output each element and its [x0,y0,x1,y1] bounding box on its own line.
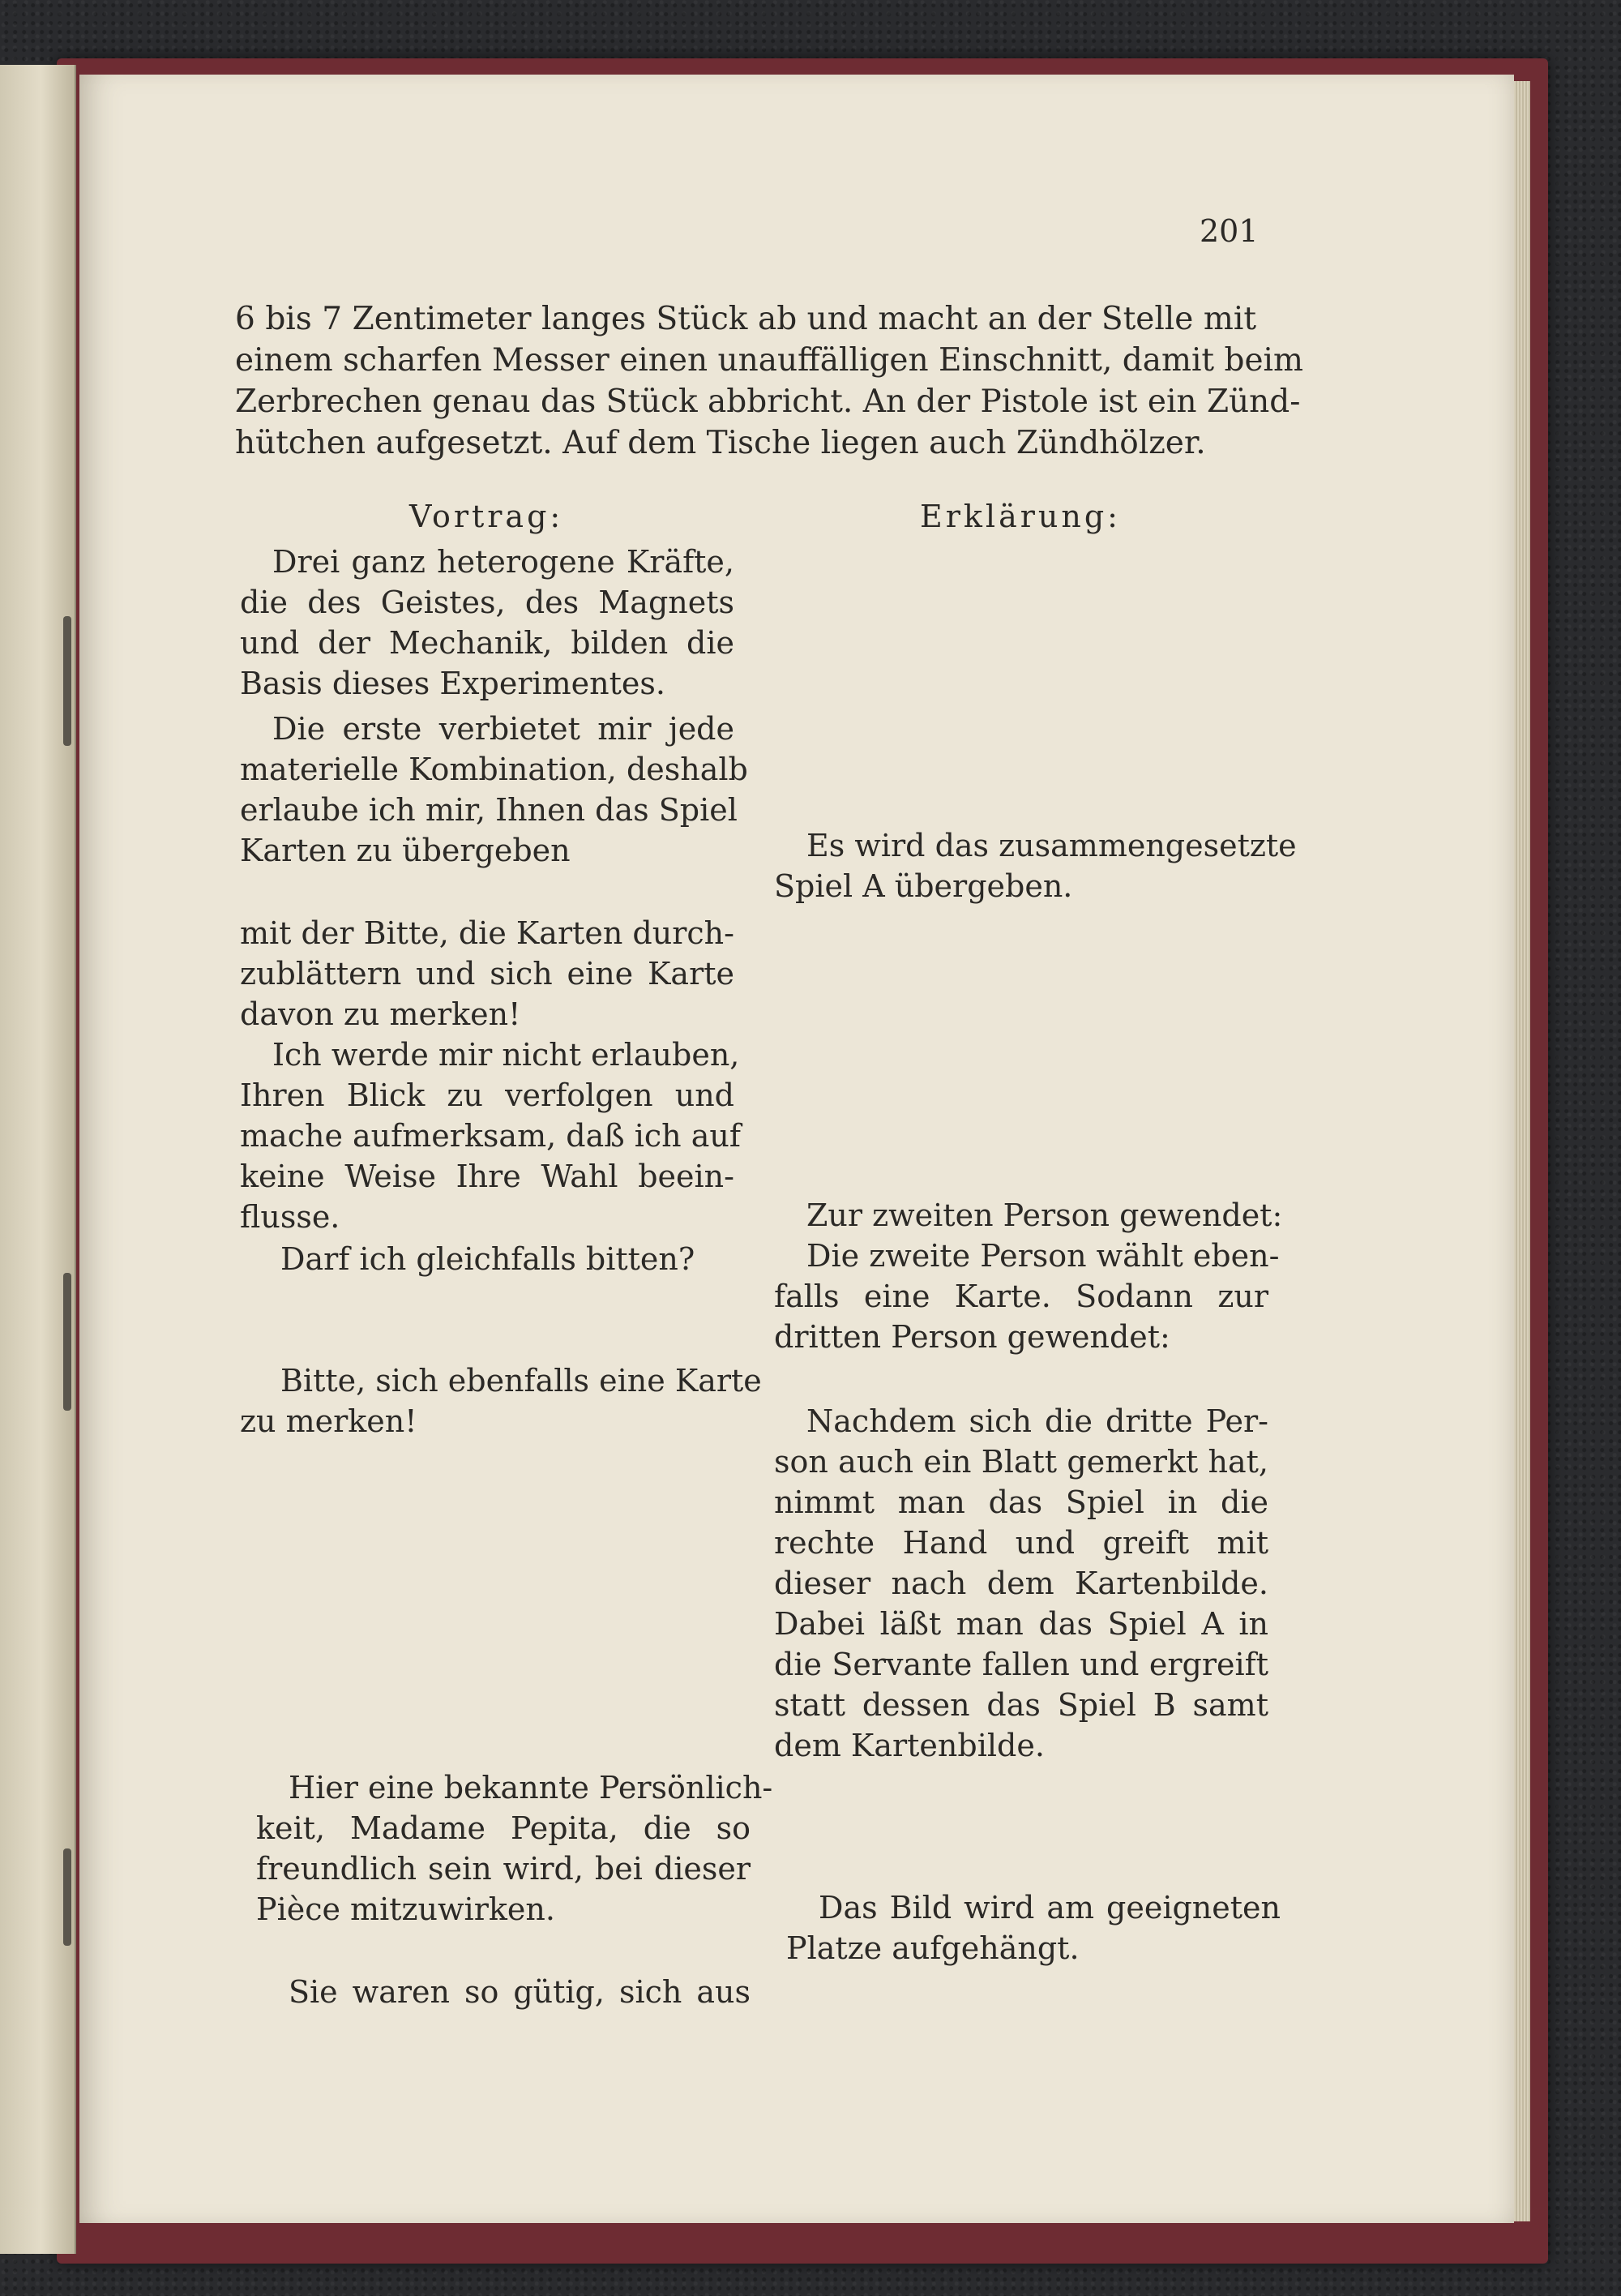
vortrag-paragraph-4 [240,1034,741,1237]
text-line: zu merken! [240,1403,417,1439]
text-line: Karten zu übergeben [240,833,571,868]
text-line: davon zu merken! [240,996,521,1032]
text-line: falls eine Karte. Sodann zur [774,1279,1268,1314]
text-line: erlaube ich mir, Ihnen das Spiel [240,792,738,828]
text-line: dritten Person gewendet: [774,1319,1170,1355]
erklaerung-paragraph-2 [774,1195,1283,1357]
vortrag-paragraph-3 [240,913,734,1034]
text-line: Platze aufgehängt. [786,1930,1080,1966]
text-line: Es wird das zusammengesetzte [806,828,1297,863]
text-line: die Servante fallen und ergreift [774,1647,1268,1682]
vortrag-paragraph-5 [240,1239,734,1279]
text-line: keine Weise Ihre Wahl beein- [240,1159,734,1194]
text-line: Drei ganz heterogene Kräfte, [272,544,734,580]
text-line: Dabei läßt man das Spiel A in [774,1606,1268,1642]
text-line: Die erste verbietet mir jede [272,711,734,747]
text-line: rechte Hand und greift mit [774,1525,1268,1561]
text-line: freundlich sein wird, bei dieser [256,1851,751,1887]
vortrag-paragraph-7 [256,1767,773,1930]
text-line: flusse. [240,1199,340,1235]
text-line: mit der Bitte, die Karten durch- [240,915,734,951]
text-line: Darf ich gleichfalls bitten? [280,1241,695,1277]
text-line: son auch ein Blatt gemerkt hat, [774,1444,1268,1480]
erklaerung-paragraph-3 [774,1401,1268,1766]
text-line: Pièce mitzuwirken. [256,1891,555,1927]
text-line: Ihren Blick zu verfolgen und [240,1077,734,1113]
text-line: Sie waren so gütig, sich aus [289,1974,751,2010]
text-line: und der Mechanik, bilden die [240,625,734,661]
vortrag-heading: Vortrag: [409,499,564,534]
vortrag-paragraph-1 [240,542,734,704]
text-line: Spiel A übergeben. [774,868,1073,904]
erklaerung-paragraph-4 [786,1887,1281,1968]
text-line: nimmt man das Spiel in die [774,1484,1268,1520]
text-line: Hier eine bekannte Persönlich- [289,1770,773,1806]
text-line: Nachdem sich die dritte Per- [806,1403,1268,1439]
text-line: Zur zweiten Person gewendet: [806,1197,1283,1233]
intro-line: einem scharfen Messer einen unauffälligen Einschnitt, damit beim [235,342,1304,379]
text-line: zublättern und sich eine Karte [240,956,734,992]
text-line: Basis dieses Experimentes. [240,666,665,701]
text-line: keit, Madame Pepita, die so [256,1810,751,1846]
text-line: Ich werde mir nicht erlauben, [272,1037,740,1073]
text-line: Das Bild wird am geeigneten [819,1890,1281,1925]
intro-line: 6 bis 7 Zentimeter langes Stück ab und macht an der Stelle mit [235,301,1256,337]
intro-line: hütchen aufgesetzt. Auf dem Tische liegen auch Zündhölzer. [235,425,1206,461]
erklaerung-heading: Erklärung: [920,499,1121,534]
text-line: mache aufmerksam, daß ich auf [240,1118,741,1154]
intro-line: Zerbrechen genau das Stück abbricht. An der Pistole ist ein Zünd- [235,383,1301,420]
erklaerung-paragraph-1 [774,825,1297,906]
text-line: materielle Kombination, deshalb [240,752,748,787]
vortrag-paragraph-8 [256,1972,751,2012]
text-line: die des Geistes, des Magnets [240,585,734,620]
text-line: statt dessen das Spiel B samt [774,1687,1268,1723]
text-line: dieser nach dem Kartenbilde. [774,1566,1268,1601]
vortrag-paragraph-6 [240,1360,762,1441]
text-line: Die zweite Person wählt eben- [806,1238,1280,1274]
vortrag-paragraph-2 [240,709,748,871]
page-fore-edge [1514,81,1530,2221]
intro-paragraph [235,298,1304,464]
page-number: 201 [1200,213,1259,249]
text-line: dem Kartenbilde. [774,1728,1045,1763]
text-line: Bitte, sich ebenfalls eine Karte [280,1363,762,1399]
